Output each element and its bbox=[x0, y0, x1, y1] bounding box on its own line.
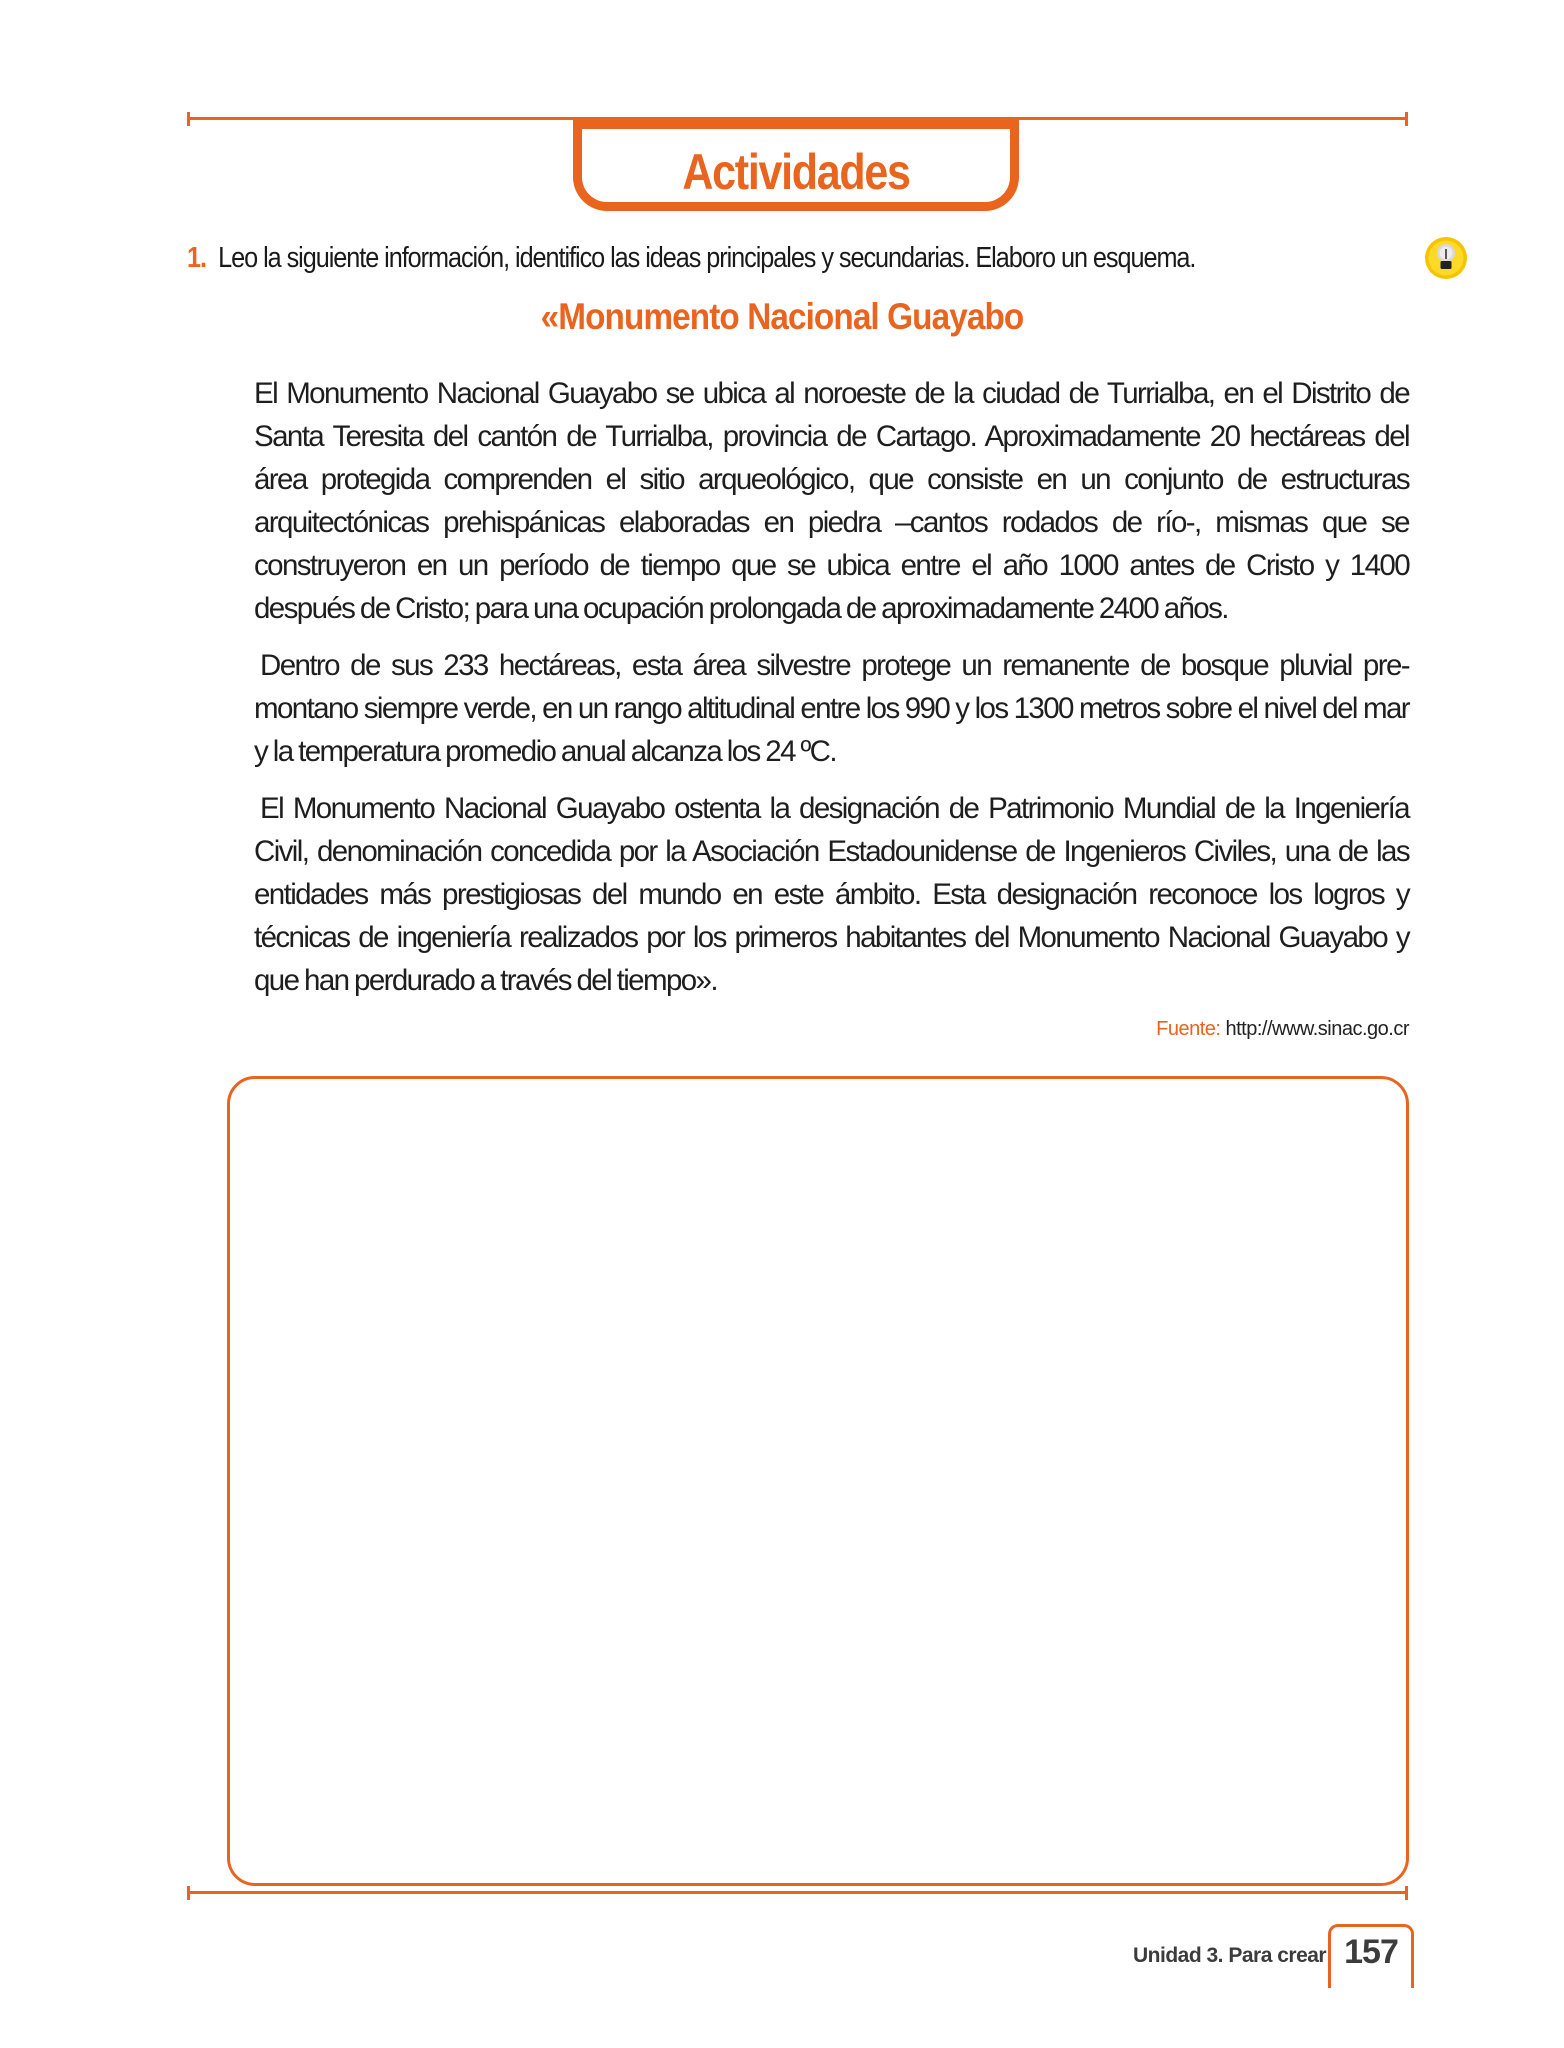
top-rule-cap-left bbox=[187, 112, 190, 126]
top-rule-cap-right bbox=[1405, 112, 1408, 126]
reading-paragraph: El Monumento Nacional Guayabo ostenta la designación de Patrimonio Mundial de la Ingeniería Civil, denominación concedida por la Asociación Estadounidense de Ingenieros Civiles, una de las entidades más prestigiosas del mundo en este ámbito. Esta designación reconoce los logros y técnicas de ingeniería realizados por los primeros habitantes del Monumento Nacional Guayabo y que han perdurado a través del tiempo». bbox=[254, 792, 1409, 997]
answer-box[interactable] bbox=[227, 1076, 1409, 1886]
source-url: http://www.sinac.go.cr bbox=[1225, 1018, 1409, 1040]
reading-paragraph: El Monumento Nacional Guayabo se ubica al noroeste de la ciudad de Turrialba, en el Distrito de Santa Teresita del cantón de Turrialba, provincia de Cartago. Aproximadamente 20 hectáreas del área protegida comprenden el sitio arqueológico, que consiste en un conjunto de estructuras arquitectónicas prehispánicas elaboradas en piedra –cantos rodados de río-, mismas que se construyeron en un período de tiempo que se ubica entre el año 1000 antes de Cristo y 1400 después de Cristo; para una ocupación prolongada de aproximadamente 2400 años. bbox=[254, 377, 1409, 625]
bottom-rule bbox=[187, 1891, 1407, 1894]
activity-instruction bbox=[187, 242, 1195, 275]
activity-instruction-text: Leo la siguiente información, identifico las ideas principales y secundarias. Elaboro un esquema. bbox=[218, 242, 1196, 274]
section-title: Actividades bbox=[682, 144, 910, 200]
activity-number: 1. bbox=[187, 242, 206, 274]
lightbulb-icon bbox=[1424, 236, 1468, 280]
reading-title: «Monumento Nacional Guayabo bbox=[540, 296, 1024, 337]
section-header-tab bbox=[573, 119, 1019, 211]
reading-paragraph: Dentro de sus 233 hectáreas, esta área silvestre protege un remanente de bosque pluvial pre-montano siempre verde, en un rango altitudinal entre los 990 y los 1300 metros sobre el nivel del mar y la temperatura promedio anual alcanza los 24 ºC. bbox=[254, 649, 1409, 768]
source-label: Fuente: bbox=[1156, 1018, 1221, 1040]
source-citation bbox=[254, 1016, 1409, 1042]
page-number: 157 bbox=[1344, 1933, 1398, 1971]
bottom-rule-cap-left bbox=[187, 1886, 190, 1900]
reading-body bbox=[254, 372, 1409, 1042]
bottom-rule-cap-right bbox=[1405, 1886, 1408, 1900]
footer-unit-label: Unidad 3. Para crear bbox=[1133, 1944, 1327, 1967]
page-number-tab bbox=[1328, 1924, 1414, 1988]
